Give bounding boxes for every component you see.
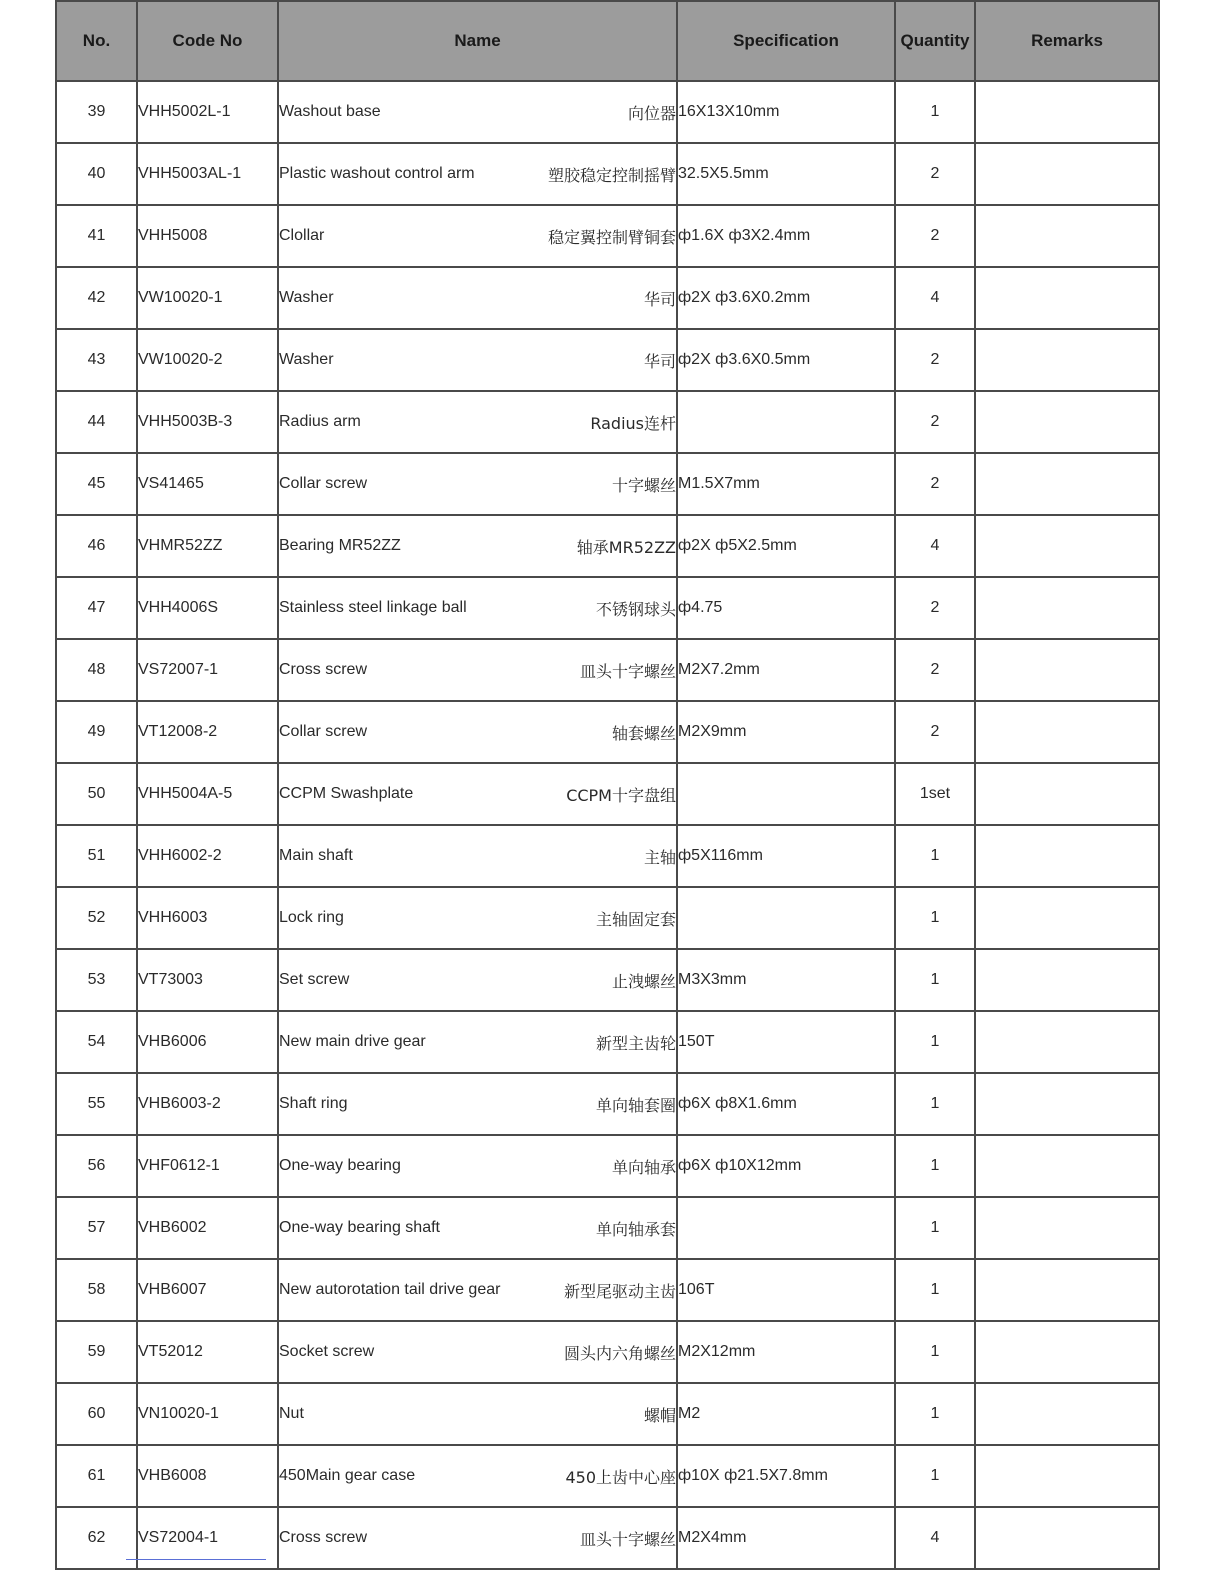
table-row — [56, 205, 1159, 267]
name-wrap — [279, 1155, 676, 1178]
quantity-cell: 1 — [895, 1259, 975, 1321]
name-cell — [278, 1135, 677, 1197]
name-chinese: 主轴 — [643, 847, 676, 867]
specification-cell: 150T — [677, 1011, 895, 1073]
name-cell — [278, 1321, 677, 1383]
name-english: CCPM Swashplate — [279, 785, 414, 802]
header-specification: Specification — [677, 1, 895, 81]
name-wrap — [279, 969, 676, 992]
parts-table — [55, 0, 1160, 1570]
code-no-cell: VHF0612-1 — [137, 1135, 278, 1197]
row-number: 40 — [56, 143, 137, 205]
name-english: New main drive gear — [279, 1033, 426, 1050]
quantity-cell: 1 — [895, 1321, 975, 1383]
name-chinese: 轴套螺丝 — [611, 723, 676, 743]
name-cell — [278, 1383, 677, 1445]
name-cell — [278, 1445, 677, 1507]
remarks-cell — [975, 1011, 1159, 1073]
table-row — [56, 1445, 1159, 1507]
quantity-cell: 2 — [895, 453, 975, 515]
quantity-cell: 1 — [895, 887, 975, 949]
name-chinese: 不锈钢球头 — [595, 599, 676, 619]
header-no: No. — [56, 1, 137, 81]
table-row — [56, 329, 1159, 391]
code-no-cell: VT73003 — [137, 949, 278, 1011]
row-number: 41 — [56, 205, 137, 267]
remarks-cell — [975, 887, 1159, 949]
specification-cell — [677, 887, 895, 949]
name-cell — [278, 1073, 677, 1135]
name-cell — [278, 1011, 677, 1073]
quantity-cell: 2 — [895, 391, 975, 453]
name-wrap — [279, 287, 676, 310]
name-cell — [278, 453, 677, 515]
name-english: Stainless steel linkage ball — [279, 599, 467, 616]
name-wrap — [279, 1217, 676, 1240]
specification-cell: ф6X ф8X1.6mm — [677, 1073, 895, 1135]
row-number: 42 — [56, 267, 137, 329]
table-row — [56, 887, 1159, 949]
code-no-cell: VHB6007 — [137, 1259, 278, 1321]
code-no-cell: VHH6003 — [137, 887, 278, 949]
name-wrap — [279, 1527, 676, 1550]
name-wrap — [279, 225, 676, 248]
table-row — [56, 825, 1159, 887]
table-row — [56, 701, 1159, 763]
specification-cell: 32.5X5.5mm — [677, 143, 895, 205]
name-wrap — [279, 845, 676, 868]
row-number: 49 — [56, 701, 137, 763]
row-number: 53 — [56, 949, 137, 1011]
code-no-cell: VS72007-1 — [137, 639, 278, 701]
code-no-cell: VT52012 — [137, 1321, 278, 1383]
quantity-cell: 1 — [895, 1383, 975, 1445]
name-wrap — [279, 163, 676, 186]
specification-cell: ф5X116mm — [677, 825, 895, 887]
code-no-cell: VHMR52ZZ — [137, 515, 278, 577]
table-row — [56, 639, 1159, 701]
table-row — [56, 143, 1159, 205]
remarks-cell — [975, 1445, 1159, 1507]
name-wrap — [279, 721, 676, 744]
remarks-cell — [975, 763, 1159, 825]
name-wrap — [279, 1093, 676, 1116]
specification-cell: ф2X ф3.6X0.5mm — [677, 329, 895, 391]
name-chinese: 止洩螺丝 — [611, 971, 676, 991]
row-number: 48 — [56, 639, 137, 701]
quantity-cell: 2 — [895, 205, 975, 267]
remarks-cell — [975, 639, 1159, 701]
name-chinese: 向位器 — [627, 103, 676, 123]
code-no-cell: VHB6003-2 — [137, 1073, 278, 1135]
name-english: Main shaft — [279, 847, 353, 864]
code-no-cell: VHB6006 — [137, 1011, 278, 1073]
specification-cell: M2X9mm — [677, 701, 895, 763]
quantity-cell: 4 — [895, 267, 975, 329]
specification-cell: M1.5X7mm — [677, 453, 895, 515]
quantity-cell: 1 — [895, 1073, 975, 1135]
row-number: 58 — [56, 1259, 137, 1321]
name-wrap — [279, 1403, 676, 1426]
name-chinese: 新型尾驱动主齿 — [563, 1281, 676, 1301]
remarks-cell — [975, 701, 1159, 763]
row-number: 50 — [56, 763, 137, 825]
name-wrap — [279, 597, 676, 620]
remarks-cell — [975, 81, 1159, 143]
quantity-cell: 1 — [895, 825, 975, 887]
table-row — [56, 1383, 1159, 1445]
name-chinese: 皿头十字螺丝 — [579, 1529, 676, 1549]
link-underline — [126, 1559, 266, 1560]
table-body — [56, 81, 1159, 1569]
name-cell — [278, 267, 677, 329]
specification-cell: M3X3mm — [677, 949, 895, 1011]
table-row — [56, 1073, 1159, 1135]
specification-cell: 16X13X10mm — [677, 81, 895, 143]
header-quantity: Quantity — [895, 1, 975, 81]
code-no-cell: VHH5002L-1 — [137, 81, 278, 143]
name-cell — [278, 1259, 677, 1321]
name-english: Washer — [279, 351, 334, 368]
code-no-cell: VN10020-1 — [137, 1383, 278, 1445]
name-english: One-way bearing shaft — [279, 1219, 440, 1236]
name-english: Cross screw — [279, 661, 368, 678]
code-no-cell: VHB6008 — [137, 1445, 278, 1507]
table-row — [56, 1321, 1159, 1383]
table-row — [56, 577, 1159, 639]
name-chinese: 450上齿中心座 — [565, 1467, 676, 1487]
code-no-cell: VW10020-2 — [137, 329, 278, 391]
table-header — [56, 1, 1159, 81]
name-chinese: 新型主齿轮 — [595, 1033, 676, 1053]
name-wrap — [279, 535, 676, 558]
code-no-cell: VW10020-1 — [137, 267, 278, 329]
code-no-cell: VHH5003B-3 — [137, 391, 278, 453]
code-no-cell: VS72004-1 — [137, 1507, 278, 1569]
row-number: 39 — [56, 81, 137, 143]
quantity-cell: 2 — [895, 639, 975, 701]
table-row — [56, 949, 1159, 1011]
name-cell — [278, 949, 677, 1011]
code-no-cell: VHB6002 — [137, 1197, 278, 1259]
remarks-cell — [975, 515, 1159, 577]
name-chinese: 华司 — [643, 289, 676, 309]
row-number: 44 — [56, 391, 137, 453]
name-chinese: 单向轴套圈 — [595, 1095, 676, 1115]
name-cell — [278, 329, 677, 391]
row-number: 59 — [56, 1321, 137, 1383]
name-cell — [278, 1197, 677, 1259]
specification-cell: ф2X ф5X2.5mm — [677, 515, 895, 577]
name-english: One-way bearing — [279, 1157, 401, 1174]
row-number: 60 — [56, 1383, 137, 1445]
name-chinese: 稳定翼控制臂铜套 — [547, 227, 676, 247]
name-wrap — [279, 783, 676, 806]
row-number: 47 — [56, 577, 137, 639]
table-row — [56, 1011, 1159, 1073]
name-chinese: 主轴固定套 — [595, 909, 676, 929]
remarks-cell — [975, 1507, 1159, 1569]
quantity-cell: 1 — [895, 949, 975, 1011]
remarks-cell — [975, 825, 1159, 887]
row-number: 46 — [56, 515, 137, 577]
name-cell — [278, 577, 677, 639]
name-cell — [278, 81, 677, 143]
remarks-cell — [975, 949, 1159, 1011]
row-number: 55 — [56, 1073, 137, 1135]
name-wrap — [279, 101, 676, 124]
name-chinese: 十字螺丝 — [611, 475, 676, 495]
name-english: Collar screw — [279, 475, 368, 492]
specification-cell: M2X7.2mm — [677, 639, 895, 701]
table-row — [56, 81, 1159, 143]
name-chinese: 华司 — [643, 351, 676, 371]
table-row — [56, 515, 1159, 577]
remarks-cell — [975, 1135, 1159, 1197]
remarks-cell — [975, 267, 1159, 329]
name-wrap — [279, 1031, 676, 1054]
row-number: 57 — [56, 1197, 137, 1259]
quantity-cell: 1 — [895, 81, 975, 143]
remarks-cell — [975, 1383, 1159, 1445]
table-row — [56, 453, 1159, 515]
name-wrap — [279, 1465, 676, 1488]
code-no-cell: VHH5004A-5 — [137, 763, 278, 825]
specification-cell — [677, 763, 895, 825]
name-chinese: 单向轴承套 — [595, 1219, 676, 1239]
remarks-cell — [975, 143, 1159, 205]
name-english: Clollar — [279, 227, 325, 244]
name-cell — [278, 1507, 677, 1569]
remarks-cell — [975, 453, 1159, 515]
quantity-cell: 1 — [895, 1445, 975, 1507]
code-no-cell: VT12008-2 — [137, 701, 278, 763]
name-chinese: 皿头十字螺丝 — [579, 661, 676, 681]
name-chinese: CCPM十字盘组 — [566, 785, 676, 805]
name-cell — [278, 825, 677, 887]
remarks-cell — [975, 1259, 1159, 1321]
code-no-cell: VHH5008 — [137, 205, 278, 267]
specification-cell: ф1.6X ф3X2.4mm — [677, 205, 895, 267]
name-english: New autorotation tail drive gear — [279, 1281, 501, 1298]
name-english: Washout base — [279, 103, 381, 120]
specification-cell: 106T — [677, 1259, 895, 1321]
code-no-cell: VS41465 — [137, 453, 278, 515]
name-chinese: 螺帽 — [643, 1405, 676, 1425]
specification-cell — [677, 391, 895, 453]
remarks-cell — [975, 1073, 1159, 1135]
name-english: Socket screw — [279, 1343, 375, 1360]
header-name: Name — [278, 1, 677, 81]
name-chinese: Radius连杆 — [590, 413, 676, 433]
row-number: 43 — [56, 329, 137, 391]
code-no-cell: VHH4006S — [137, 577, 278, 639]
code-no-cell: VHH5003AL-1 — [137, 143, 278, 205]
name-english: Cross screw — [279, 1529, 368, 1546]
name-wrap — [279, 473, 676, 496]
name-cell — [278, 143, 677, 205]
name-chinese: 轴承MR52ZZ — [576, 537, 676, 557]
header-remarks: Remarks — [975, 1, 1159, 81]
name-english: Washer — [279, 289, 334, 306]
table-row — [56, 1135, 1159, 1197]
specification-cell: M2 — [677, 1383, 895, 1445]
name-wrap — [279, 1279, 676, 1302]
name-chinese: 塑胶稳定控制摇臂 — [547, 165, 676, 185]
specification-cell: ф6X ф10X12mm — [677, 1135, 895, 1197]
name-cell — [278, 701, 677, 763]
name-english: Set screw — [279, 971, 350, 988]
name-english: Nut — [279, 1405, 304, 1422]
row-number: 45 — [56, 453, 137, 515]
quantity-cell: 1 — [895, 1197, 975, 1259]
remarks-cell — [975, 577, 1159, 639]
name-cell — [278, 205, 677, 267]
name-wrap — [279, 1341, 676, 1364]
quantity-cell: 2 — [895, 577, 975, 639]
specification-cell: M2X12mm — [677, 1321, 895, 1383]
row-number: 54 — [56, 1011, 137, 1073]
quantity-cell: 2 — [895, 329, 975, 391]
name-english: Shaft ring — [279, 1095, 348, 1112]
table-row — [56, 763, 1159, 825]
remarks-cell — [975, 1321, 1159, 1383]
name-english: Bearing MR52ZZ — [279, 537, 401, 554]
name-wrap — [279, 411, 676, 434]
name-wrap — [279, 659, 676, 682]
quantity-cell: 4 — [895, 515, 975, 577]
quantity-cell: 1set — [895, 763, 975, 825]
name-wrap — [279, 907, 676, 930]
name-english: Radius arm — [279, 413, 361, 430]
row-number: 61 — [56, 1445, 137, 1507]
specification-cell: ф2X ф3.6X0.2mm — [677, 267, 895, 329]
remarks-cell — [975, 1197, 1159, 1259]
name-wrap — [279, 349, 676, 372]
name-english: Lock ring — [279, 909, 344, 926]
remarks-cell — [975, 205, 1159, 267]
table-row — [56, 1197, 1159, 1259]
quantity-cell: 1 — [895, 1011, 975, 1073]
specification-cell: M2X4mm — [677, 1507, 895, 1569]
table-row — [56, 391, 1159, 453]
quantity-cell: 4 — [895, 1507, 975, 1569]
remarks-cell — [975, 391, 1159, 453]
row-number: 62 — [56, 1507, 137, 1569]
quantity-cell: 1 — [895, 1135, 975, 1197]
specification-cell — [677, 1197, 895, 1259]
name-english: Collar screw — [279, 723, 368, 740]
remarks-cell — [975, 329, 1159, 391]
quantity-cell: 2 — [895, 701, 975, 763]
row-number: 51 — [56, 825, 137, 887]
header-row — [56, 1, 1159, 81]
header-code-no: Code No — [137, 1, 278, 81]
table-row — [56, 1259, 1159, 1321]
name-cell — [278, 515, 677, 577]
row-number: 56 — [56, 1135, 137, 1197]
quantity-cell: 2 — [895, 143, 975, 205]
name-cell — [278, 391, 677, 453]
name-cell — [278, 763, 677, 825]
table-row — [56, 267, 1159, 329]
name-english: Plastic washout control arm — [279, 165, 475, 182]
code-no-cell: VHH6002-2 — [137, 825, 278, 887]
row-number: 52 — [56, 887, 137, 949]
name-cell — [278, 639, 677, 701]
specification-cell: ф10X ф21.5X7.8mm — [677, 1445, 895, 1507]
name-cell — [278, 887, 677, 949]
name-chinese: 单向轴承 — [611, 1157, 676, 1177]
specification-cell: ф4.75 — [677, 577, 895, 639]
name-chinese: 圆头内六角螺丝 — [563, 1343, 676, 1363]
name-english: 450Main gear case — [279, 1467, 416, 1484]
